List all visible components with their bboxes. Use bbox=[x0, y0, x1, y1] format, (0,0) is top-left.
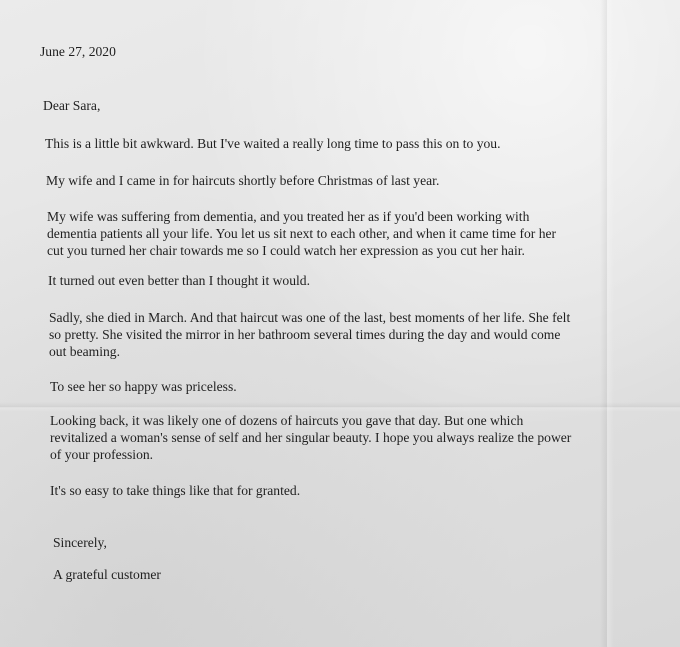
letter-date: June 27, 2020 bbox=[40, 44, 116, 59]
paragraph-1: This is a little bit awkward. But I've waited a really long time to pass this on to you. bbox=[45, 136, 501, 151]
paragraph-7-line: Looking back, it was likely one of dozens of haircuts you gave that day. But one which bbox=[50, 413, 524, 428]
paragraph-7-line: revitalized a woman's sense of self and her singular beauty. I hope you always realize the power bbox=[50, 430, 572, 445]
paragraph-5-line: out beaming. bbox=[49, 344, 120, 359]
paragraph-3-line: My wife was suffering from dementia, and you treated her as if you'd been working with bbox=[47, 209, 530, 224]
paragraph-3 bbox=[47, 208, 647, 259]
paragraph-7-line: of your profession. bbox=[50, 447, 154, 462]
letter-signature: A grateful customer bbox=[53, 567, 161, 582]
paragraph-4: It turned out even better than I thought it would. bbox=[48, 273, 310, 288]
paragraph-6: To see her so happy was priceless. bbox=[50, 379, 237, 394]
paper-fold-horizontal bbox=[0, 402, 680, 412]
paragraph-2: My wife and I came in for haircuts shortly before Christmas of last year. bbox=[46, 173, 440, 188]
paragraph-3-line: cut you turned her chair towards me so I could watch her expression as you cut her hair. bbox=[47, 243, 525, 258]
paragraph-5-line: Sadly, she died in March. And that haircut was one of the last, best moments of her life. She felt bbox=[49, 310, 571, 325]
paragraph-7 bbox=[50, 412, 650, 463]
paragraph-5-line: so pretty. She visited the mirror in her bathroom several times during the day and would come bbox=[49, 327, 561, 342]
letter-closing: Sincerely, bbox=[53, 535, 107, 550]
letter-greeting: Dear Sara, bbox=[43, 98, 101, 113]
paragraph-5 bbox=[49, 309, 649, 360]
paragraph-8: It's so easy to take things like that for granted. bbox=[50, 483, 301, 498]
paragraph-3-line: dementia patients all your life. You let us sit next to each other, and when it came time for her bbox=[47, 226, 557, 241]
